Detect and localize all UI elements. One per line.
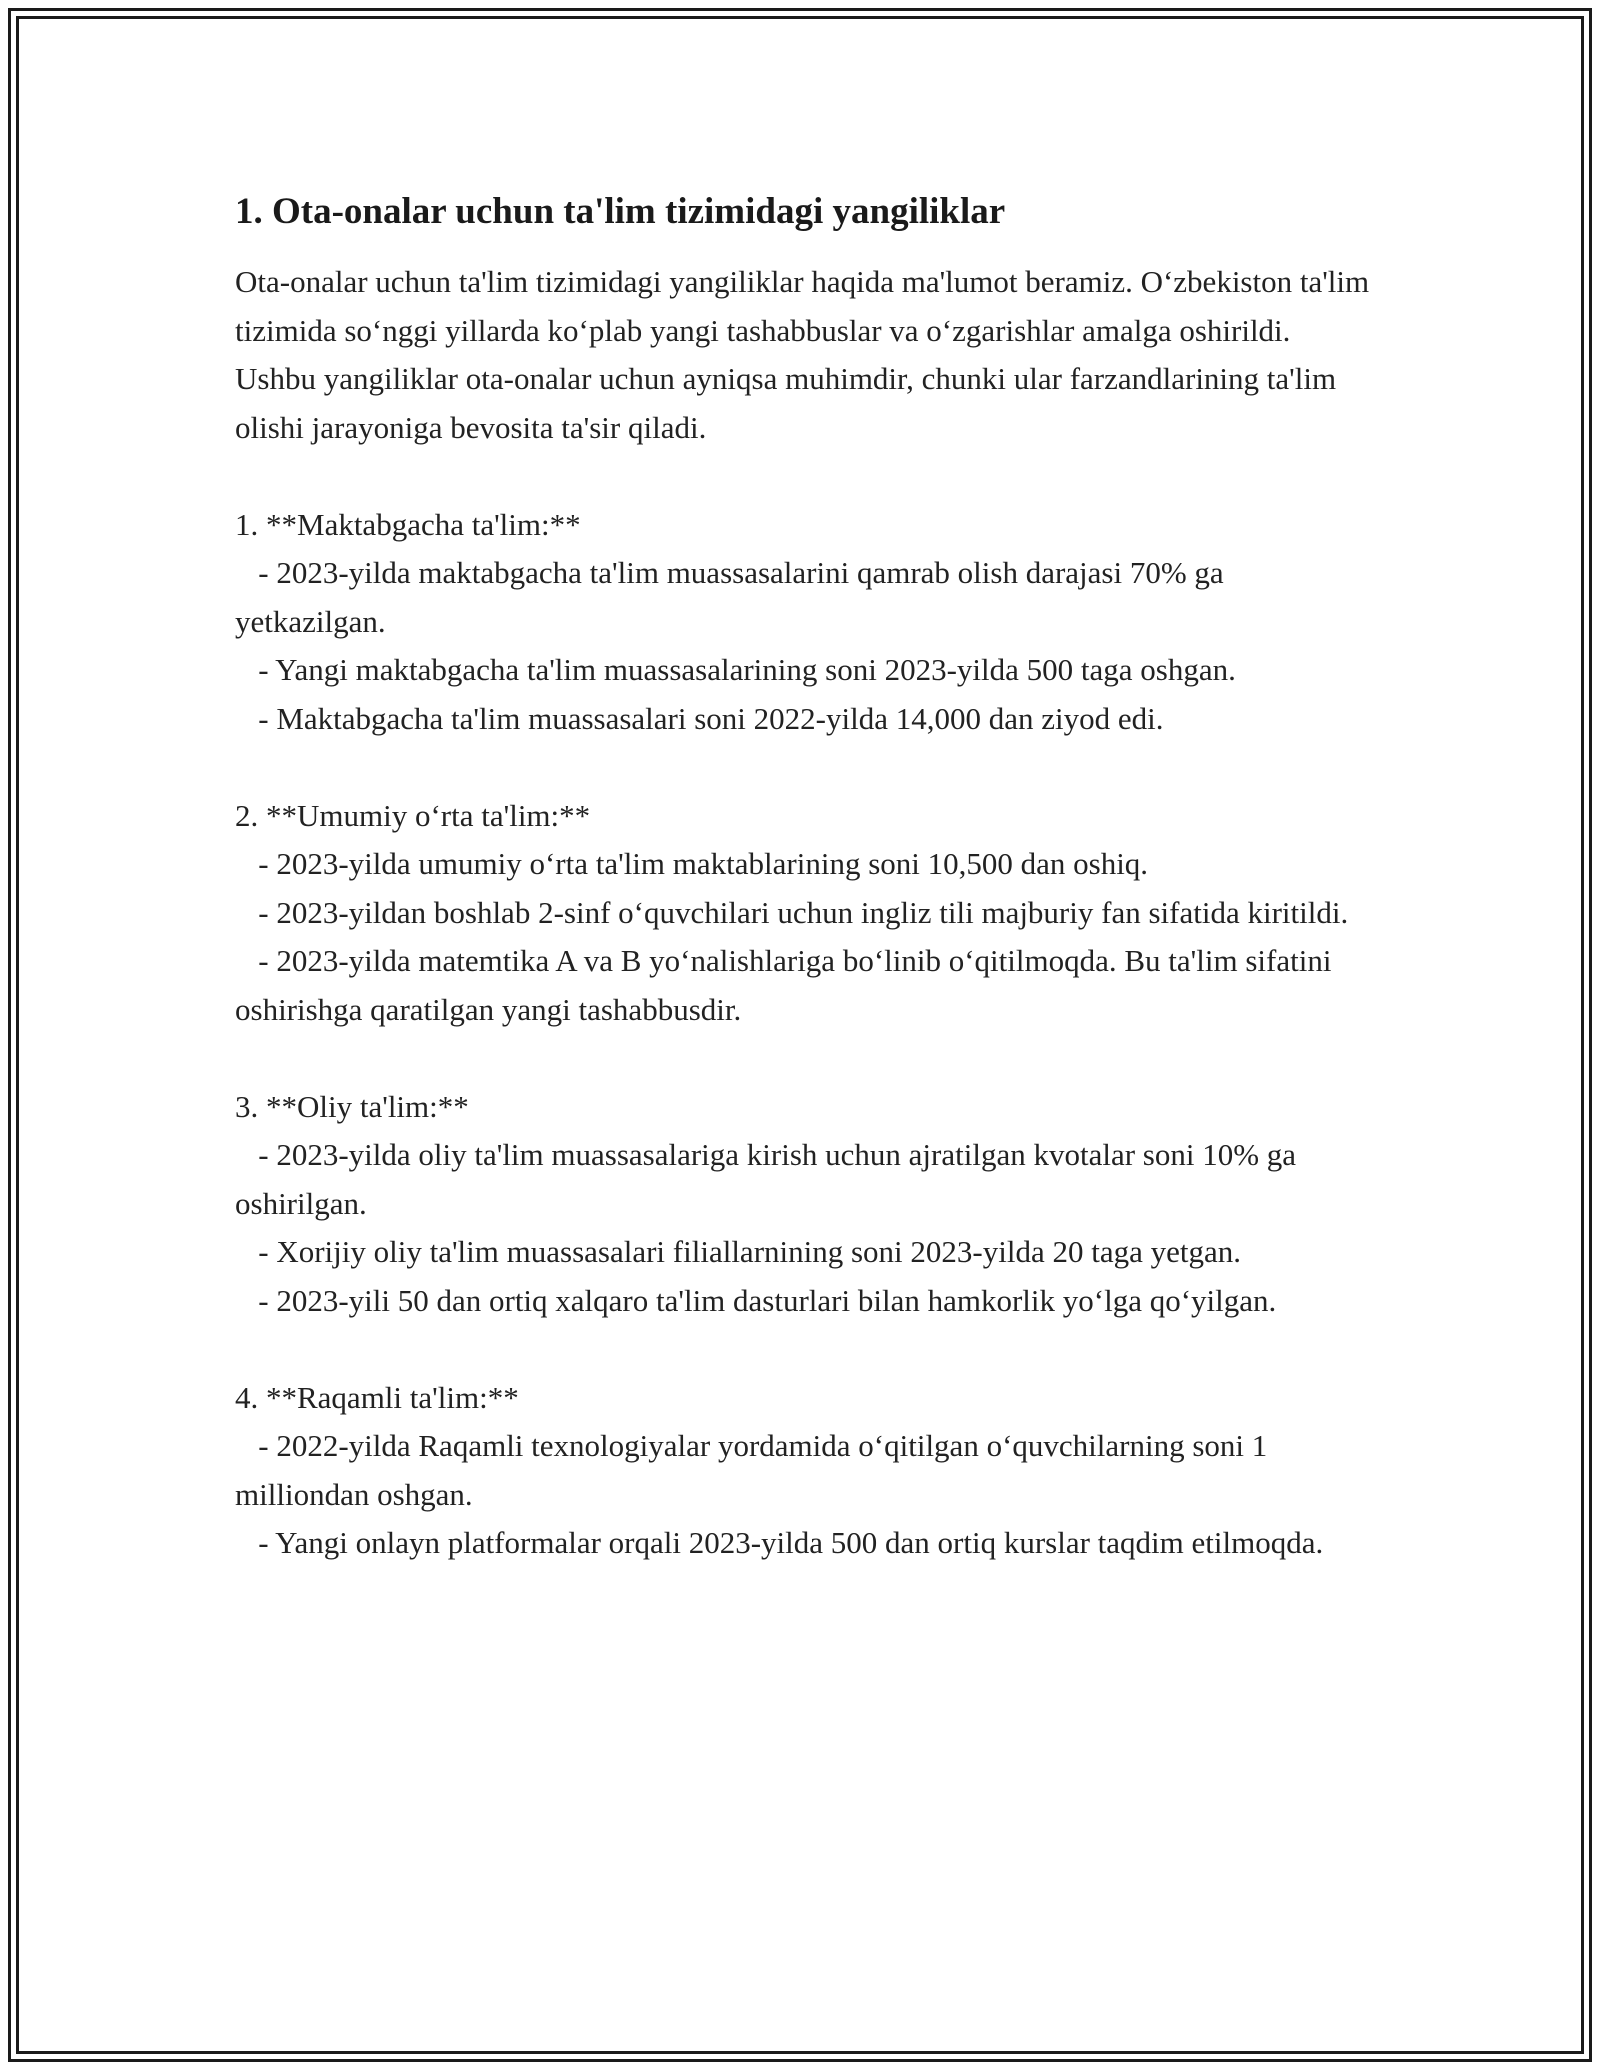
list-item: - 2023-yilda umumiy o‘rta ta'lim maktablarining soni 10,500 dan oshiq. <box>235 846 1149 881</box>
section-heading: 4. **Raqamli ta'lim:** <box>235 1379 519 1415</box>
section-preschool <box>235 501 1375 744</box>
section-heading: 3. **Oliy ta'lim:** <box>235 1088 469 1124</box>
list-item: - Yangi maktabgacha ta'lim muassasalarining soni 2023-yilda 500 taga oshgan. <box>235 652 1236 687</box>
section-heading: 1. **Maktabgacha ta'lim:** <box>235 506 581 542</box>
section-general-secondary <box>235 792 1375 1035</box>
list-item: - 2023-yildan boshlab 2-sinf o‘quvchilari uchun ingliz tili majburiy fan sifatida kiritildi. <box>235 894 1349 930</box>
section-digital-education <box>235 1374 1375 1568</box>
list-item: - Xorijiy oliy ta'lim muassasalari filiallarnining soni 2023-yilda 20 taga yetgan. <box>235 1234 1241 1269</box>
document-body <box>235 188 1375 1568</box>
section-heading: 2. **Umumiy o‘rta ta'lim:** <box>235 797 591 833</box>
list-item: - 2023-yilda matemtika A va B yo‘nalishlariga bo‘linib o‘qitilmoqda. Bu ta'lim sifatini oshirishga qaratilgan yangi tashabbusdir. <box>235 943 1340 1027</box>
list-item: - 2023-yilda maktabgacha ta'lim muassasalarini qamrab olish darajasi 70% ga yetkazilgan. <box>235 555 1232 639</box>
intro-paragraph: Ota-onalar uchun ta'lim tizimidagi yangiliklar haqida ma'lumot beramiz. O‘zbekiston ta'lim tizimida so‘nggi yillarda ko‘plab yangi tashabbuslar va o‘zgarishlar amalga oshirildi. Ushbu yangiliklar ota-onalar uchun ayniqsa muhimdir, chunki ular farzandlarining ta'lim olishi jarayoniga bevosita ta'sir qiladi. <box>235 264 1370 445</box>
document-title: 1. Ota-onalar uchun ta'lim tizimidagi yangiliklar <box>235 191 1006 232</box>
section-higher-education <box>235 1083 1375 1326</box>
list-item: - 2022-yilda Raqamli texnologiyalar yordamida o‘qitilgan o‘quvchilarning soni 1 milliondan oshgan. <box>235 1428 1275 1512</box>
list-item: - 2023-yili 50 dan ortiq xalqaro ta'lim dasturlari bilan hamkorlik yo‘lga qo‘yilgan. <box>235 1282 1277 1318</box>
list-item: - Maktabgacha ta'lim muassasalari soni 2022-yilda 14,000 dan ziyod edi. <box>235 700 1164 736</box>
list-item: - Yangi onlayn platformalar orqali 2023-yilda 500 dan ortiq kurslar taqdim etilmoqda. <box>235 1525 1324 1560</box>
list-item: - 2023-yilda oliy ta'lim muassasalariga kirish uchun ajratilgan kvotalar soni 10% ga oshirilgan. <box>235 1137 1304 1221</box>
